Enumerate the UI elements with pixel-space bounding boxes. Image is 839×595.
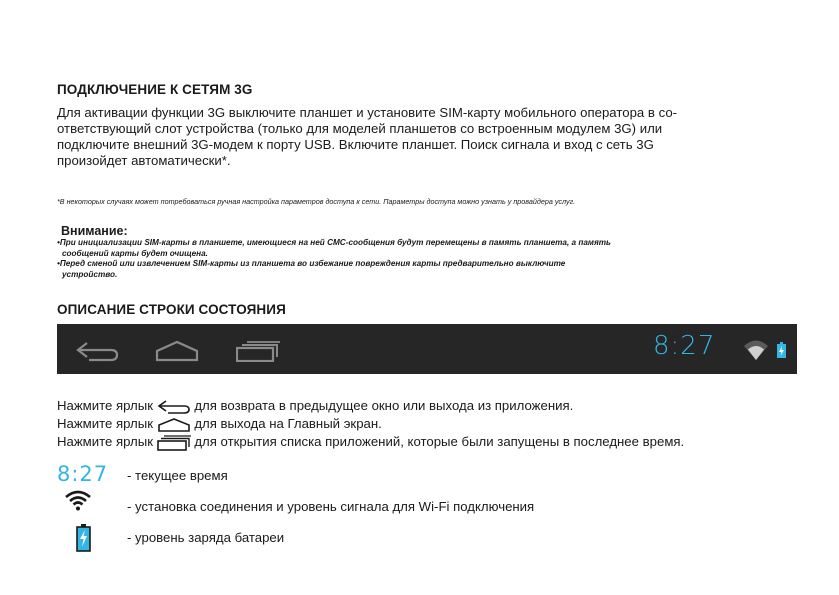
attention-line: сообщений карты будет очищена. xyxy=(62,248,208,258)
body-line: Для активации функции 3G выключите планшет и установите SIM-карту мобильного оператора в со- xyxy=(57,105,678,120)
legend-battery-desc: - уровень заряда батареи xyxy=(127,530,285,545)
instruction-text: для выхода на Главный экран. xyxy=(194,416,382,431)
body-line: ответствующий слот устройства (только для моделей планшетов со встроенным модулем 3G) или xyxy=(57,121,663,136)
legend-wifi-desc: - установка соединения и уровень сигнала для Wi-Fi подключения xyxy=(127,499,535,514)
instruction-back xyxy=(57,398,573,415)
section-title-status: ОПИСАНИЕ СТРОКИ СОСТОЯНИЯ xyxy=(57,302,286,317)
instruction-text: для возврата в предыдущее окно или выхода из приложения. xyxy=(194,398,574,413)
instruction-text: для открытия списка приложений, которые были запущены в последнее время. xyxy=(194,434,685,449)
home-icon[interactable] xyxy=(155,340,199,362)
section-3g-body xyxy=(57,105,837,169)
recent-apps-icon xyxy=(157,435,191,451)
section-title-3g: ПОДКЛЮЧЕНИЕ К СЕТЯМ 3G xyxy=(57,82,253,97)
attention-line: •При инициализации SIM-карты в планшете, имеющиеся на ней СМС-сообщения будут перемещены в память планшета, а память xyxy=(57,238,611,247)
back-icon xyxy=(157,399,191,415)
instruction-prefix: Нажмите ярлык xyxy=(57,434,153,449)
home-icon xyxy=(157,417,191,433)
battery-charging-icon xyxy=(777,342,786,358)
status-clock: 8:27 xyxy=(653,331,716,361)
instruction-prefix: Нажмите ярлык xyxy=(57,416,153,431)
attention-line: •Перед сменой или извлечением SIM-карты из планшета во избежание повреждения карты предварительно выключите xyxy=(57,259,566,268)
recent-apps-icon[interactable] xyxy=(236,340,280,362)
instruction-prefix: Нажмите ярлык xyxy=(57,398,153,413)
battery-charging-icon xyxy=(76,524,91,552)
attention-body xyxy=(57,238,611,280)
attention-title: Внимание: xyxy=(61,224,128,238)
attention-line: устройство. xyxy=(62,269,118,279)
legend-time-desc: - текущее время xyxy=(127,468,228,483)
instruction-home xyxy=(57,416,382,433)
footnote: *В некоторых случаях может потребоваться ручная настройка параметров доступа к сети. Параметры доступа можно узнать у провайдера услуг. xyxy=(57,197,576,206)
back-icon[interactable] xyxy=(75,340,119,362)
instruction-recent xyxy=(57,434,684,451)
wifi-icon xyxy=(743,337,769,361)
body-line: подключите внешний 3G-модем к порту USB. Включите планшет. Поиск сигнала и вход с сеть 3G xyxy=(57,137,654,152)
body-line: произойдет автоматически*. xyxy=(57,153,231,168)
wifi-icon xyxy=(64,489,92,511)
status-bar xyxy=(57,324,797,374)
legend-time-value: 8:27 xyxy=(57,462,109,486)
